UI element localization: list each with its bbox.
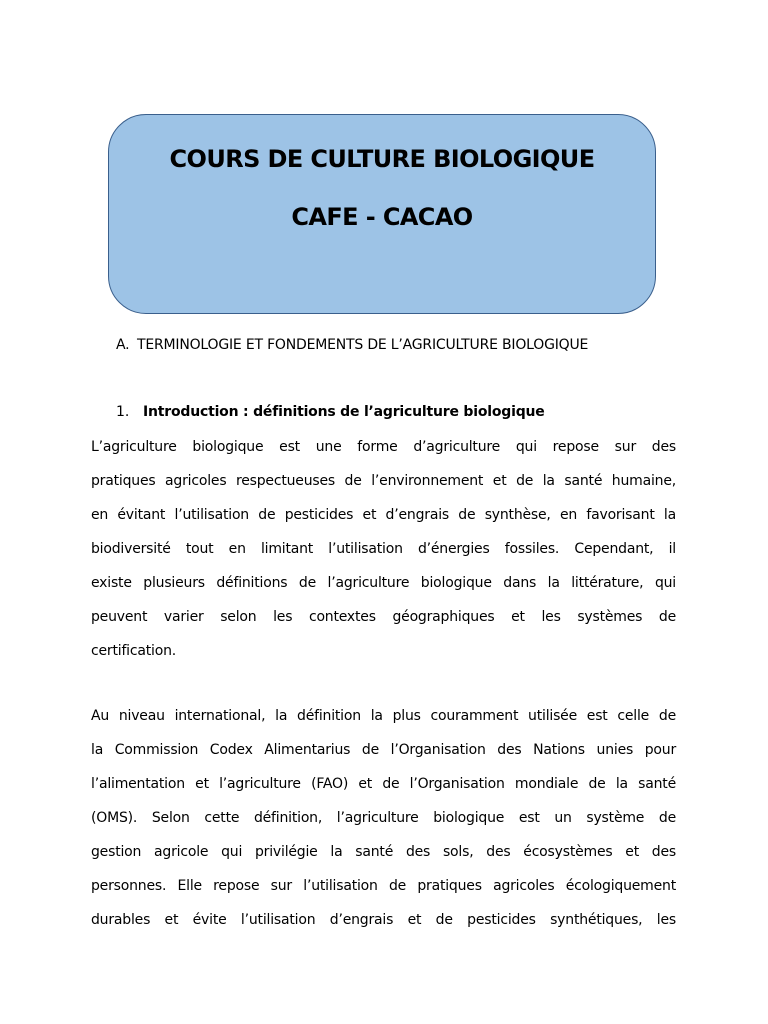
paragraph-line: biodiversité tout en limitant l’utilisation d’énergies fossiles. Cependant, il [91,541,676,557]
paragraph-2 [91,705,676,943]
paragraph-line: en évitant l’utilisation de pesticides et d’engrais de synthèse, en favorisant la [91,507,676,523]
paragraph-line: existe plusieurs définitions de l’agriculture biologique dans la littérature, qui [91,575,676,591]
subsection-title: Introduction : définitions de l’agriculture biologique [143,404,545,420]
section-title: TERMINOLOGIE ET FONDEMENTS DE L’AGRICULTURE BIOLOGIQUE [137,337,589,353]
paragraph-line: (OMS). Selon cette définition, l’agriculture biologique est un système de [91,810,676,826]
paragraph-line: certification. [91,643,177,659]
document-subtitle: CAFE - CACAO [291,203,473,231]
paragraph-line: la Commission Codex Alimentarius de l’Organisation des Nations unies pour [91,742,676,758]
paragraph-line: pratiques agricoles respectueuses de l’environnement et de la santé humaine, [91,473,676,489]
paragraph-line: Au niveau international, la définition la plus couramment utilisée est celle de [91,708,676,724]
section-letter: A. [116,337,130,353]
paragraph-line: L’agriculture biologique est une forme d’agriculture qui repose sur des [91,439,676,455]
subsection-number: 1. [116,404,130,420]
paragraph-line: peuvent varier selon les contextes géographiques et les systèmes de [91,609,676,625]
paragraph-line: durables et évite l’utilisation d’engrais et de pesticides synthétiques, les [91,912,676,928]
document-title: COURS DE CULTURE BIOLOGIQUE [169,145,595,173]
paragraph-line: l’alimentation et l’agriculture (FAO) et de l’Organisation mondiale de la santé [91,776,676,792]
title-box [108,114,656,314]
paragraph-line: gestion agricole qui privilégie la santé des sols, des écosystèmes et des [91,844,676,860]
paragraph-1 [91,436,676,674]
section-heading [116,337,588,353]
subsection-heading [116,404,545,420]
paragraph-line: personnes. Elle repose sur l’utilisation de pratiques agricoles écologiquement [91,878,676,894]
